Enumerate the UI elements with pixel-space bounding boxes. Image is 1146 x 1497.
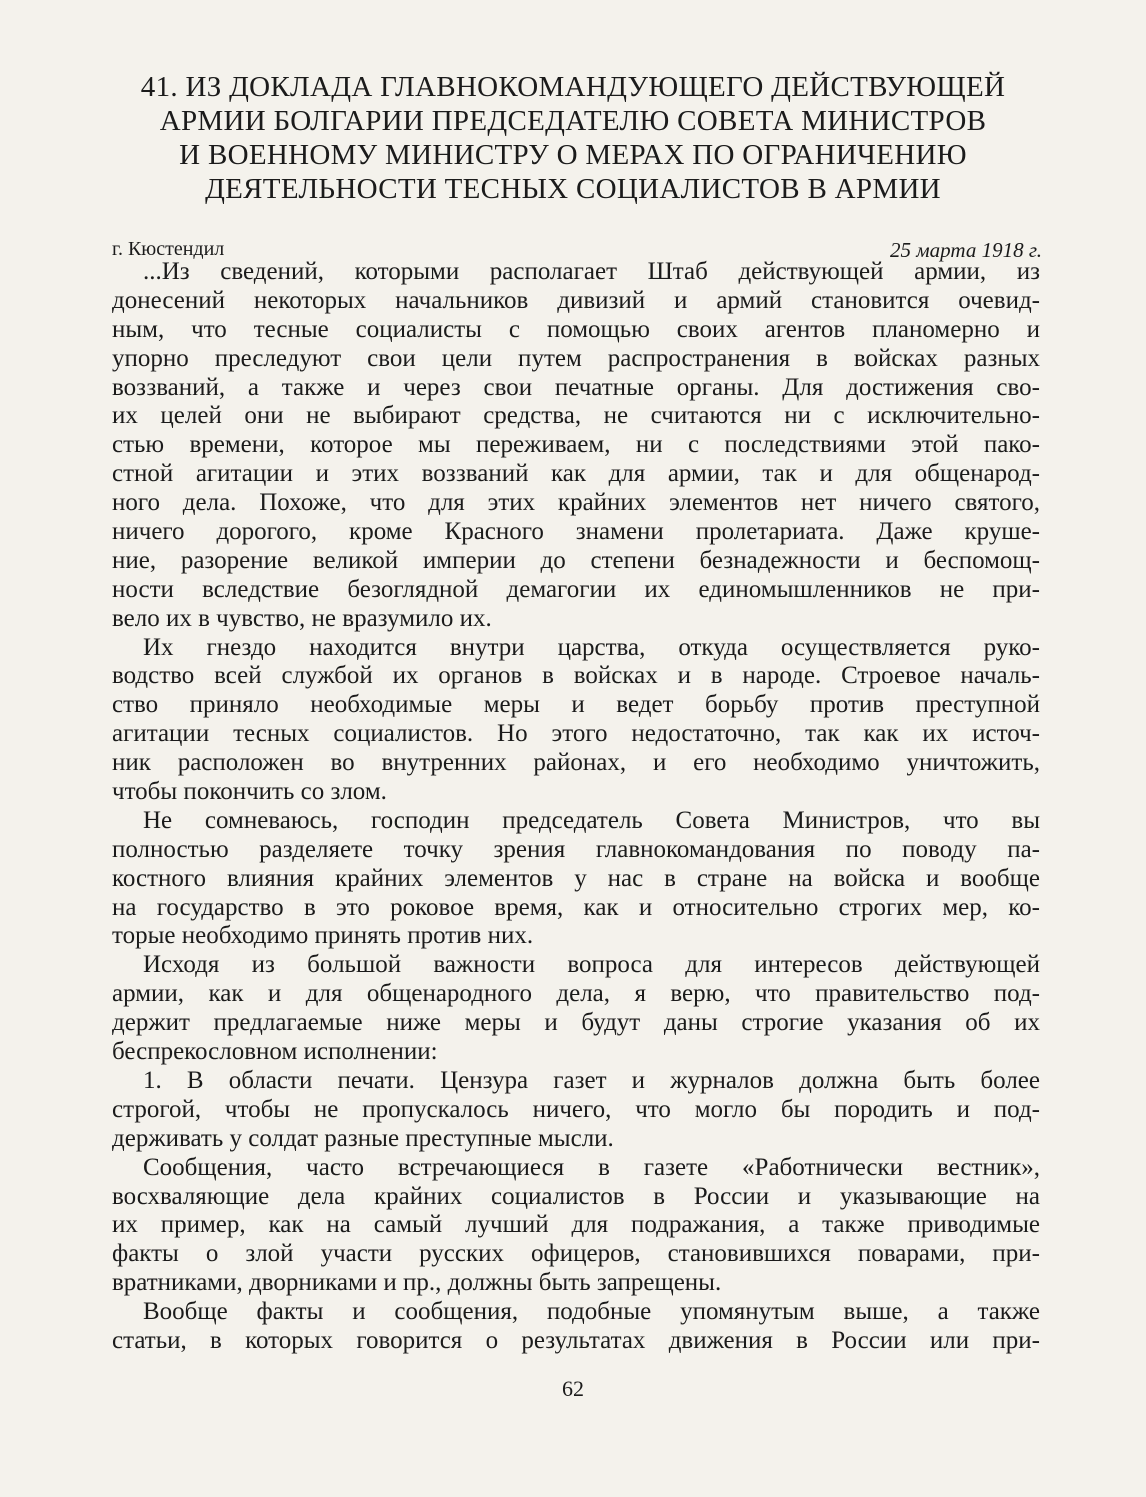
text-line: Исходя из большой важности вопроса для интересов действующей xyxy=(143,951,1040,979)
paragraph xyxy=(112,807,1040,951)
text-line: Сообщения, часто встречающиеся в газете «Работнически вестник», xyxy=(143,1153,1040,1181)
paragraph xyxy=(112,634,1040,807)
text-line: ности вследствие безоглядной демагогии их единомышленников не при- xyxy=(112,575,1040,603)
text-line: держит предлагаемые ниже меры и будут даны строгие указания об их xyxy=(112,1009,1040,1037)
page-number: 62 xyxy=(562,1376,584,1401)
text-line: агитации тесных социалистов. Но этого недостаточно, так как их источ- xyxy=(112,720,1040,748)
paragraph xyxy=(112,1154,1040,1298)
text-line: их пример, как на самый лучший для подражания, а также приводимые xyxy=(112,1211,1040,1239)
text-line: донесений некоторых начальников дивизий и армий становится очевид- xyxy=(112,286,1040,314)
text-line: ник расположен во внутренних районах, и его необходимо уничтожить, xyxy=(112,749,1040,777)
text-line: водство всей службой их органов в войсках и в народе. Строевое началь- xyxy=(112,662,1040,690)
text-line: на государство в это роковое время, как и относительно строгих мер, ко- xyxy=(112,893,1040,921)
text-line: ство приняло необходимые меры и ведет борьбу против преступной xyxy=(112,691,1040,719)
text-line: их целей они не выбирают средства, не считаются ни с исключительно- xyxy=(112,402,1040,430)
text-line: строгой, чтобы не пропускалось ничего, что могло бы породить и под- xyxy=(112,1095,1040,1123)
text-line: ...Из сведений, которыми располагает Штаб действующей армии, из xyxy=(143,258,1040,285)
text-line: вело их в чувство, не вразумило их. xyxy=(112,604,492,632)
text-line: вратниками, дворниками и пр., должны быть запрещены. xyxy=(112,1269,722,1297)
title-line: АРМИИ БОЛГАРИИ ПРЕДСЕДАТЕЛЮ СОВЕТА МИНИСТРОВ xyxy=(159,105,987,137)
title-line: ДЕЯТЕЛЬНОСТИ ТЕСНЫХ СОЦИАЛИСТОВ В АРМИИ xyxy=(205,173,941,205)
text-line: стной агитации и этих воззваний как для армии, так и для общенарод- xyxy=(112,460,1040,488)
text-line: торые необходимо принять против них. xyxy=(112,922,534,950)
paragraph xyxy=(112,1067,1040,1154)
text-line: стью времени, которое мы переживаем, ни с последствиями этой пако- xyxy=(112,431,1040,459)
text-line: воззваний, а также и через свои печатные органы. Для достижения сво- xyxy=(112,373,1040,401)
text-line: беспрекословном исполнении: xyxy=(112,1038,438,1066)
paragraph xyxy=(112,951,1040,1067)
date-label: 25 марта 1918 г. xyxy=(890,238,1042,262)
text-line: ние, разорение великой империи до степени безнадежности и беспомощ- xyxy=(112,546,1040,574)
text-line: ничего дорогого, кроме Красного знамени пролетариата. Даже круше- xyxy=(112,518,1040,546)
text-line: полностью разделяете точку зрения главнокомандования по поводу па- xyxy=(112,835,1040,863)
text-line: 1. В области печати. Цензура газет и журналов должна быть более xyxy=(143,1066,1040,1094)
text-line: восхваляющие дела крайних социалистов в России и указывающие на xyxy=(112,1182,1040,1210)
text-line: факты о злой участи русских офицеров, становившихся поварами, при- xyxy=(112,1240,1040,1268)
text-line: ным, что тесные социалисты с помощью своих агентов планомерно и xyxy=(112,315,1040,343)
text-line: Не сомневаюсь, господин председатель Совета Министров, что вы xyxy=(143,806,1040,834)
text-line: армии, как и для общенародного дела, я верю, что правительство под- xyxy=(112,980,1040,1008)
paragraph xyxy=(112,1298,1040,1356)
text-line: держивать у солдат разные преступные мысли. xyxy=(112,1124,614,1152)
text-line: Их гнездо находится внутри царства, откуда осуществляется руко- xyxy=(143,633,1040,661)
text-line: ного дела. Похоже, что для этих крайних элементов нет ничего святого, xyxy=(112,489,1040,517)
title-line: И ВОЕННОМУ МИНИСТРУ О МЕРАХ ПО ОГРАНИЧЕНИЮ xyxy=(179,139,967,171)
paragraph xyxy=(112,258,1040,634)
text-line: костного влияния крайних элементов у нас в стране на войска и вообще xyxy=(112,864,1040,892)
text-line: статьи, в которых говорится о результатах движения в России или при- xyxy=(112,1326,1040,1354)
document-body xyxy=(112,258,1040,1356)
place-label: г. Кюстендил xyxy=(112,238,225,260)
text-line: Вообще факты и сообщения, подобные упомянутым выше, а также xyxy=(143,1298,1040,1326)
text-line: чтобы покончить со злом. xyxy=(112,778,387,806)
document-title xyxy=(100,70,1046,206)
title-line: 41. ИЗ ДОКЛАДА ГЛАВНОКОМАНДУЮЩЕГО ДЕЙСТВУЮЩЕЙ xyxy=(140,71,1006,103)
text-line: упорно преследуют свои цели путем распространения в войсках разных xyxy=(112,344,1040,372)
